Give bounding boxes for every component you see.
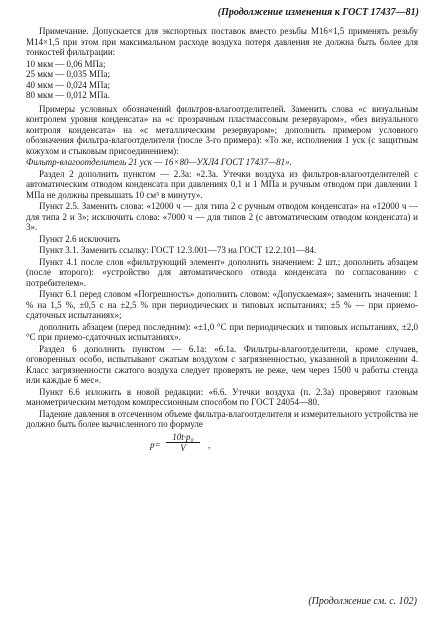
examples-paragraph: Примеры условных обозначений фильтров-влагоотделителей. Заменить слова «с визуальным контролем уровня конденсата» на «с прозрачным пластмассовым резервуаром», «без визуального контроля конденсата» на «с металлическим резервуаром»; дополнить примером условного обозначения фильтра-влагоотделителя (после 3-го примера): «То же, исполнения 1 уск (с защитным кожухом и стыковым присоединением):	[26, 103, 418, 156]
value-line: 40 мкм — 0,024 МПа;	[26, 79, 111, 90]
item-6-6-paragraph: Пункт 6.6 изложить в новой редакции: «6.6. Утечки воздуха (п. 2.3а) проверяют газовым манометрическим методом компрессионным способом по ГОСТ 24054—80.	[26, 386, 418, 407]
formula-denominator: V	[180, 442, 186, 453]
value-line: 25 мкм — 0,035 МПа;	[26, 69, 111, 79]
item-3-1-paragraph: Пункт 3.1. Заменить ссылку: ГОСТ 12.3.001—73 на ГОСТ 12.2.101—84.	[39, 245, 317, 255]
pressure-formula	[26, 432, 418, 456]
document-body	[26, 26, 418, 460]
designation-example: Фильтр-влагоотделитель 21 уск — 16×80—УХЛ4 ГОСТ 17437—81».	[26, 157, 292, 167]
item-2-5-paragraph: Пункт 2.5. Заменить слова: «12000 ч — для типа 2 с ручным отводом конденсата» на «12000 ч — для типа 2 и 3»; исключить слова: «7000 ч — для типов 2 (с автоматическим отводом конденсата) и 3».	[26, 201, 418, 232]
page-footer: (Продолжение см. с. 102)	[308, 596, 417, 607]
section-2-paragraph: Раздел 2 дополнить пунктом — 2.3а: «2.3а. Утечки воздуха из фильтров-влагоотделителей с автоматическим отводом конденсата при давлениях 0,1 и 1 МПа и ручным отводом при давлении 1 МПа не должны превышать 10 см³ в минуту».	[26, 168, 418, 200]
addition-paragraph: дополнить абзацем (перед последним): «±1,0 °С при периодических и типовых испытаниях, ±2,0 °С при приемо-сдаточных испытаниях».	[26, 321, 418, 342]
item-4-1-paragraph: Пункт 4.1 после слов «фильтрующий элемент» дополнить значением: 2 шт.; дополнить абзацем (после второго): «устройство для автоматического отвода конденсата по согласованию с потребителем».	[26, 256, 418, 288]
value-line: 80 мкм — 0,012 МПа.	[26, 90, 110, 100]
item-2-6-paragraph: Пункт 2.6 исключить	[39, 233, 121, 244]
note-paragraph: Примечание. Допускается для экспортных поставок вместо резьбы М16×1,5 применять резьбу М14×1,5 при этом при максимальном расходе воздуха потеря давления не должна быть более для тонкостей фильтрации:	[26, 26, 418, 57]
value-line: 10 мкм — 0,06 МПа;	[26, 58, 106, 69]
section-6-paragraph: Раздел 6 дополнить пунктом — 6.1а: «6.1а. Фильтры-влагоотделители, кроме случаев, оговоренных особо, испытывают сжатым воздухом с загрязненностью, указанной в приложении 4. Класс загрязненности сжатого воздуха следует проверять не реже, чем через 1500 ч работы стенда или каждые 6 мес».	[26, 343, 418, 385]
item-6-1-paragraph: Пункт 6.1 перед словом «Погрешность» дополнить словом: «Допускаемая»; заменить значения: 1 % на 1,5 %, ±0,5 с на ±2,5 % при периодических и типовых испытаниях; ±5 % — при приемо-сдаточных испытаниях»;	[26, 289, 418, 320]
formula-lhs: p=	[150, 439, 161, 450]
pressure-drop-paragraph: Падение давления в отсеченном объеме фильтра-влагоотделителя и измерительного устройства не должно быть более вычисленного по формуле	[26, 408, 418, 429]
formula-fraction	[166, 432, 200, 454]
page-header: (Продолжение изменения к ГОСТ 17437—81)	[217, 7, 419, 18]
formula-comma: ,	[208, 439, 211, 450]
formula-numerator: 10t·p₀	[166, 432, 200, 443]
